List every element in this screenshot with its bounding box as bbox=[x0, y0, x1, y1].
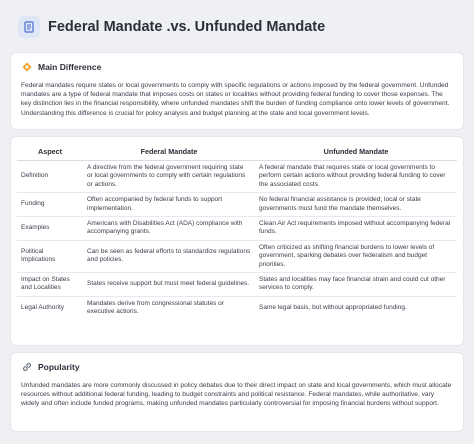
cell-unfunded: Clean Air Act requirements imposed without accompanying federal funds. bbox=[255, 217, 457, 241]
main-difference-title: Main Difference bbox=[38, 62, 102, 72]
cell-federal: Often accompanied by federal funds to support implementation. bbox=[83, 193, 255, 217]
popularity-title: Popularity bbox=[38, 362, 80, 372]
cell-unfunded: States and localities may face financial strain and could cut other services to comply. bbox=[255, 273, 457, 297]
document-icon bbox=[18, 16, 40, 38]
table-row bbox=[17, 273, 457, 297]
main-difference-header bbox=[11, 53, 463, 77]
diamond-icon bbox=[21, 61, 33, 73]
cell-federal: Mandates derive from congressional statutes or executive actions. bbox=[87, 299, 224, 316]
column-header-federal: Federal Mandate bbox=[83, 141, 255, 161]
main-difference-text: Federal mandates require states or local governments to comply with specific regulations or actions imposed by the federal government. Unfunded mandates are a type of federal mandate that imposes costs on states or localities without providing federal funding to cover those expenses. The key distinction lies in the financial responsibility, where unfunded mandates shift the burden of funding compliance onto lower levels of government. Understanding this difference is crucial for policy analysis and budget planning at the state and local government levels. bbox=[21, 82, 450, 117]
table-row bbox=[17, 161, 457, 193]
cell-unfunded: A federal mandate that requires state or local governments to perform certain actions without providing federal funding to cover the associated costs. bbox=[255, 161, 457, 193]
cell-aspect: Examples bbox=[17, 217, 83, 241]
popularity-header bbox=[11, 353, 463, 377]
comparison-table bbox=[17, 141, 457, 320]
cell-federal: States receive support but must meet federal guidelines. bbox=[83, 273, 255, 297]
comparison-table-card bbox=[10, 136, 464, 346]
popularity-card bbox=[10, 352, 464, 432]
cell-aspect: Legal Authority bbox=[21, 304, 65, 312]
cell-federal: Can be seen as federal efforts to standardize regulations and policies. bbox=[83, 240, 255, 272]
table-row bbox=[17, 193, 457, 217]
main-difference-card bbox=[10, 52, 464, 130]
popularity-text: Unfunded mandates are more commonly discussed in policy debates due to their direct impact on state and local governments, which must allocate resources without additional federal funding, leading to budget constraints and political resistance. Federal mandates, while authoritative, vary widely and often include funded programs, making unfunded mandates particularly controversial for imposing financial burdens without support. bbox=[21, 382, 452, 408]
table-row bbox=[17, 217, 457, 241]
cell-aspect: Impact on States and Localities bbox=[17, 273, 83, 297]
table-row bbox=[17, 240, 457, 272]
column-header-aspect: Aspect bbox=[17, 141, 83, 161]
link-icon bbox=[21, 361, 33, 373]
cell-aspect: Political Implications bbox=[17, 240, 83, 272]
cell-federal: A directive from the federal government requiring state or local governments to comply with certain regulations or actions. bbox=[83, 161, 255, 193]
table-row bbox=[17, 296, 457, 319]
cell-aspect: Definition bbox=[17, 161, 83, 193]
page-header bbox=[10, 8, 464, 46]
cell-unfunded: Often criticized as shifting financial burdens to lower levels of government, sparking debates over federalism and budget priorities. bbox=[255, 240, 457, 272]
column-header-unfunded: Unfunded Mandate bbox=[255, 141, 457, 161]
page-title: Federal Mandate .vs. Unfunded Mandate bbox=[48, 19, 326, 35]
cell-unfunded: No federal financial assistance is provided; local or state governments must fund the mandate themselves. bbox=[255, 193, 457, 217]
cell-unfunded: Same legal basis, but without appropriated funding. bbox=[259, 304, 407, 312]
cell-federal: Americans with Disabilities Act (ADA) compliance with accompanying grants. bbox=[83, 217, 255, 241]
table-header-row bbox=[17, 141, 457, 161]
cell-aspect: Funding bbox=[17, 193, 83, 217]
